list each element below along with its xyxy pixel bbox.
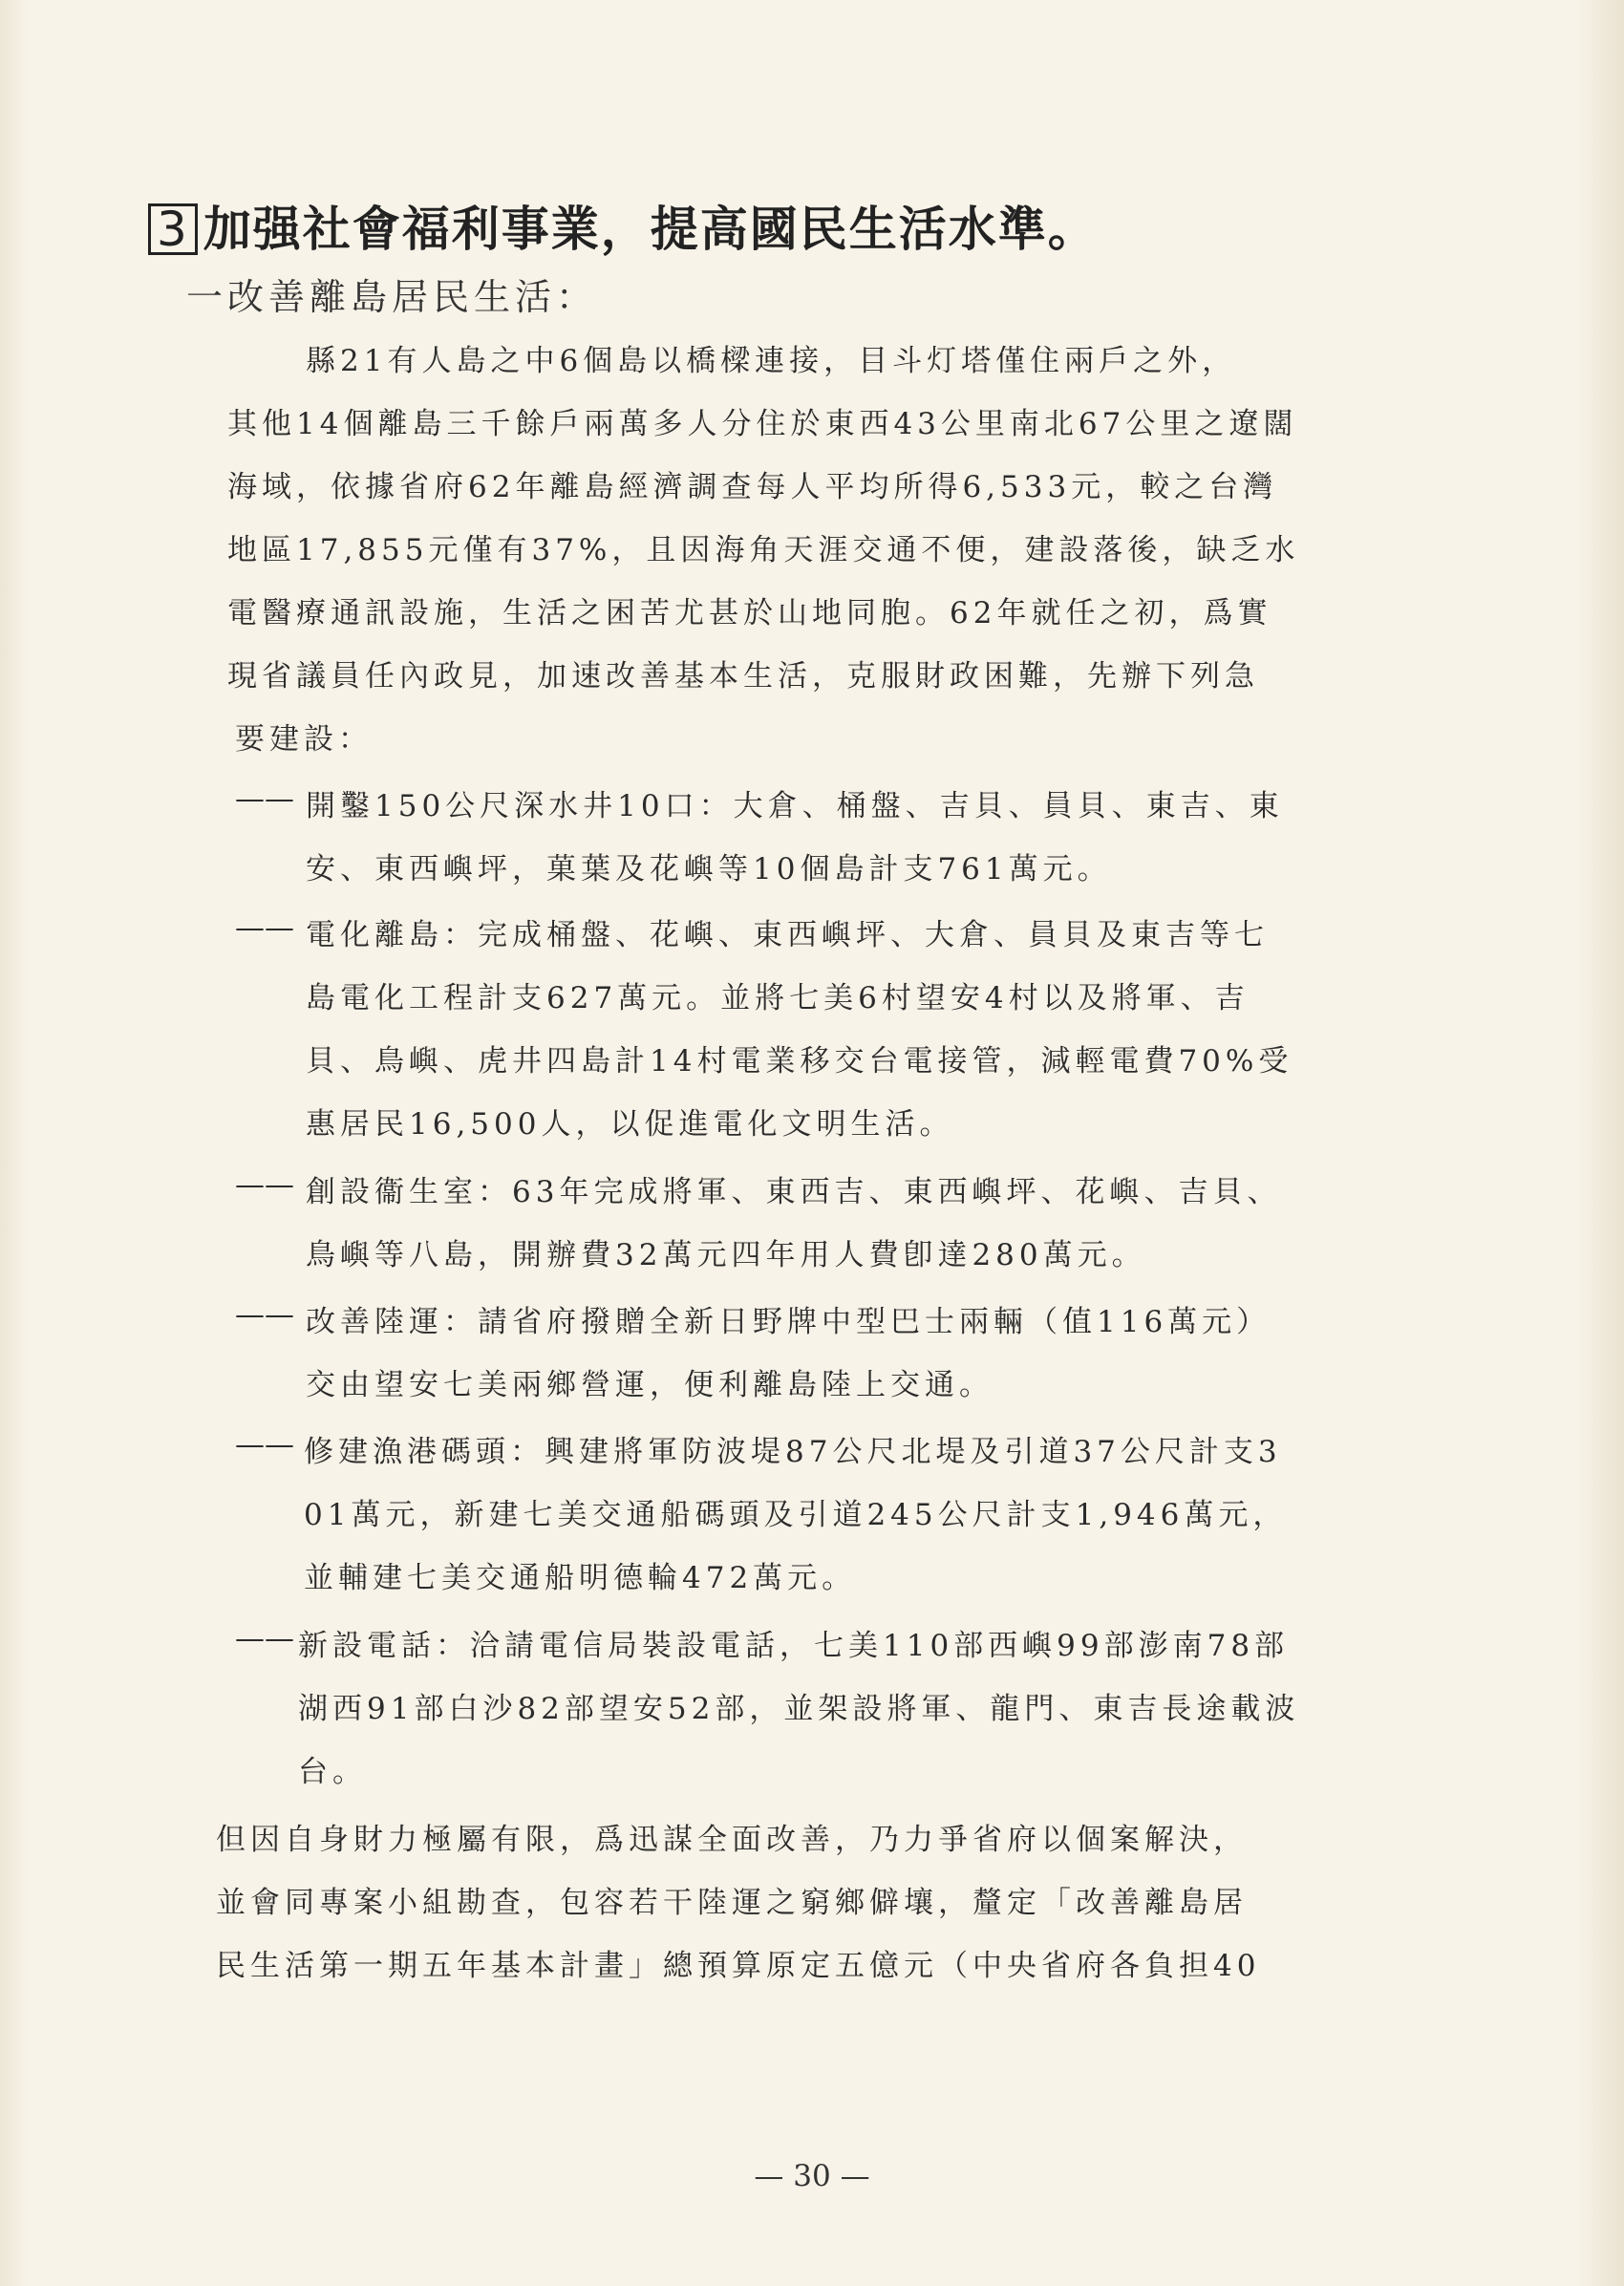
item-4-line-1: 改善陸運：請省府撥贈全新日野牌中型巴士兩輛（值116萬元） [306, 1305, 1271, 1339]
section-title [148, 191, 1098, 260]
item-6-line-3: 台。 [298, 1755, 367, 1789]
item-4-line-2: 交由望安七美兩鄉營運，便利離島陸上交通。 [306, 1368, 994, 1402]
closing-line-1: 但因自身財力極屬有限，爲迅謀全面改善，乃力爭省府以個案解決， [216, 1823, 1248, 1857]
item-1-line-2: 安、東西嶼坪，菓葉及花嶼等10個島計支761萬元。 [306, 852, 1112, 887]
item-5-line-1: 修建漁港碼頭：興建將軍防波堤87公尺北堤及引道37公尺計支3 [304, 1435, 1282, 1469]
intro-line-6: 現省議員任內政見，加速改善基本生活，克服財政困難，先辦下列急 [227, 659, 1259, 694]
closing-line-2: 並會同專案小組勘查，包容若干陸運之窮鄉僻壤，釐定「改善離島居 [216, 1886, 1248, 1920]
item-6-line-2: 湖西91部白沙82部望安52部，並架設將軍、龍門、東吉長途載波 [298, 1692, 1300, 1726]
item-3-line-1: 創設衞生室：63年完成將軍、東西吉、東西嶼坪、花嶼、吉貝、 [306, 1175, 1282, 1209]
closing-line-3: 民生活第一期五年基本計畫」總預算原定五億元（中央省府各負担40 [216, 1949, 1261, 1983]
bullet-dash: —— [235, 1167, 294, 1202]
item-1-line-1: 開鑿150公尺深水井10口：大倉、桶盤、吉貝、員貝、東吉、東 [306, 789, 1284, 823]
bullet-dash: —— [235, 1297, 294, 1332]
item-2-line-4: 惠居民16,500人，以促進電化文明生活。 [306, 1107, 954, 1142]
item-5-line-2: 01萬元，新建七美交通船碼頭及引道245公尺計支1,946萬元， [304, 1498, 1288, 1532]
item-3-line-2: 鳥嶼等八島，開辦費32萬元四年用人費卽達280萬元。 [306, 1238, 1146, 1272]
bullet-dash: —— [235, 781, 294, 816]
bullet-dash: —— [235, 910, 294, 945]
item-2-line-2: 島電化工程計支627萬元。並將七美6村望安4村以及將軍、吉 [306, 981, 1250, 1015]
bullet-dash: —— [235, 1427, 294, 1462]
bullet-dash: —— [235, 1621, 294, 1656]
intro-line-2: 其他14個離島三千餘戶兩萬多人分住於東西43公里南北67公里之遼闊 [227, 407, 1298, 441]
item-6-line-1: 新設電話：洽請電信局裝設電話，七美110部西嶼99部澎南78部 [298, 1629, 1290, 1663]
item-2-line-1: 電化離島：完成桶盤、花嶼、東西嶼坪、大倉、員貝及東吉等七 [306, 918, 1269, 952]
intro-line-3: 海域，依據省府62年離島經濟調查每人平均所得6,533元，較之台灣 [227, 470, 1278, 504]
section-title-text: 加强社會福利事業，提高國民生活水準。 [203, 202, 1098, 257]
item-2-line-3: 貝、鳥嶼、虎井四島計14村電業移交台電接管，減輕電費70%受 [306, 1044, 1293, 1079]
intro-line-7: 要建設： [235, 722, 373, 757]
subsection-heading: 一改善離島居民生活： [186, 276, 598, 318]
intro-line-4: 地區17,855元僅有37%，且因海角天涯交通不便，建設落後，缺乏水 [227, 533, 1300, 567]
item-5-line-3: 並輔建七美交通船明德輪472萬元。 [304, 1561, 857, 1595]
page-number: — 30 — [754, 2159, 870, 2193]
section-number-box: 3 [148, 203, 198, 255]
intro-line-5: 電醫療通訊設施，生活之困苦尤甚於山地同胞。62年就任之初，爲實 [227, 596, 1272, 630]
intro-line-1: 縣21有人島之中6個島以橋樑連接，目斗灯塔僅住兩戶之外， [306, 344, 1237, 378]
